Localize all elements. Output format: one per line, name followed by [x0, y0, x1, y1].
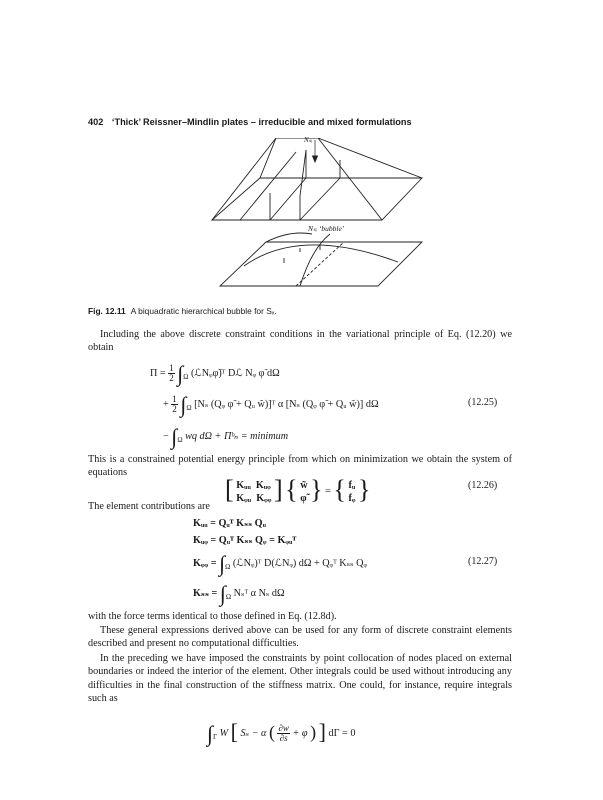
label-top: Nₛᵢ: [304, 136, 313, 144]
eq-12-26: [ Kᵤᵤ Kᵤᵩ Kᵩᵤ Kᵩᵩ ] { w̃ φ̃ } = { fᵤ fᵩ }: [225, 475, 371, 504]
ridge-left: [212, 138, 276, 220]
eq-12-25-line-1: Π = $\frac{1}{2}$ $\int_\Omega$ (ℒNᵩφ̃)ᵀ Dℒ Nᵩ φ̃ dΩ: [150, 361, 280, 386]
eq-12-27-line-2: Kᵤᵩ = Qᵤᵀ Kₛₛ Qᵩ = Kᵩᵤᵀ: [193, 535, 297, 546]
lower-element-base: [220, 242, 422, 286]
eq-12-25-line-2: + $\frac{1}{2}$ $\int_\Omega$ [Nₛ (Qᵩ φ̃ + Qᵤ w̃)]ᵀ α [Nₛ (Qᵩ φ̃ + Qᵤ w̃)] dΩ: [163, 392, 379, 417]
bubble-diagram: [200, 138, 450, 298]
figure-caption: [88, 306, 277, 316]
paragraph-6: In the preceding we have imposed the constraints by point collocation of nodes placed on external boundaries or indeed the interior of the element. Other integrals could be used without introducing any difficulties in the final construction of the stiffness matrix. One could, for instance, require integrals such as: [88, 653, 512, 705]
figure-bubble-diagram: [200, 138, 450, 298]
eq-12-26-number: (12.26): [468, 480, 498, 491]
paragraph-4: with the force terms identical to those defined in Eq. (12.8d).: [88, 611, 337, 622]
paragraph-2: This is a constrained potential energy principle from which on minimization we obtain the system of equations: [88, 454, 512, 479]
eq-12-27-line-3: Kᵩᵩ = $\int_\Omega$ (ℒNᵩ)ᵀ D(ℒNᵩ) dΩ + Qᵩᵀ Kₛₛ Qᵩ: [193, 551, 367, 576]
boundary-integral-equation: $\int_\Gamma$ W [ Sₛ − α ( $\frac{\partial w}{\partial s}$ + φ ) ] dΓ = 0: [207, 719, 356, 746]
eq-12-25-line-3: − $\int_\Omega$ wq dΩ + Πᵇₙ = minimum: [163, 424, 289, 449]
page-number: 402: [88, 117, 104, 127]
paragraph-5: These general expressions derived above can be used for any form of discrete constraint elements described and present no computational difficulties.: [88, 625, 512, 650]
upper-element-base: [212, 178, 422, 220]
eq-12-27-line-1: Kᵤᵤ = Qᵤᵀ Kₛₛ Qᵤ: [193, 518, 266, 529]
mid-ridge-1: [260, 138, 276, 178]
eq-12-27-number: (12.27): [468, 556, 498, 567]
paragraph-1: Including the above discrete constraint conditions in the variational principle of Eq. (12.20) we obtain: [88, 329, 512, 354]
eq-12-25-number: (12.25): [468, 397, 498, 408]
running-head: [88, 117, 412, 127]
running-title: ‘Thick’ Reissner–Mindlin plates – irreducible and mixed formulations: [111, 117, 412, 127]
label-bubble: Nₛᵢ ‘bubble’: [308, 224, 345, 233]
bubble-curve: [244, 245, 398, 266]
caption-number: Fig. 12.11: [88, 306, 126, 316]
paragraph-3: The element contributions are: [88, 501, 210, 512]
caption-text: A biquadratic hierarchical bubble for Sₓ.: [130, 306, 277, 316]
eq-12-27-line-4: $K_{ss} = \int_\Omega$ Nₛᵀ α Nₛ dΩ: [193, 581, 285, 606]
